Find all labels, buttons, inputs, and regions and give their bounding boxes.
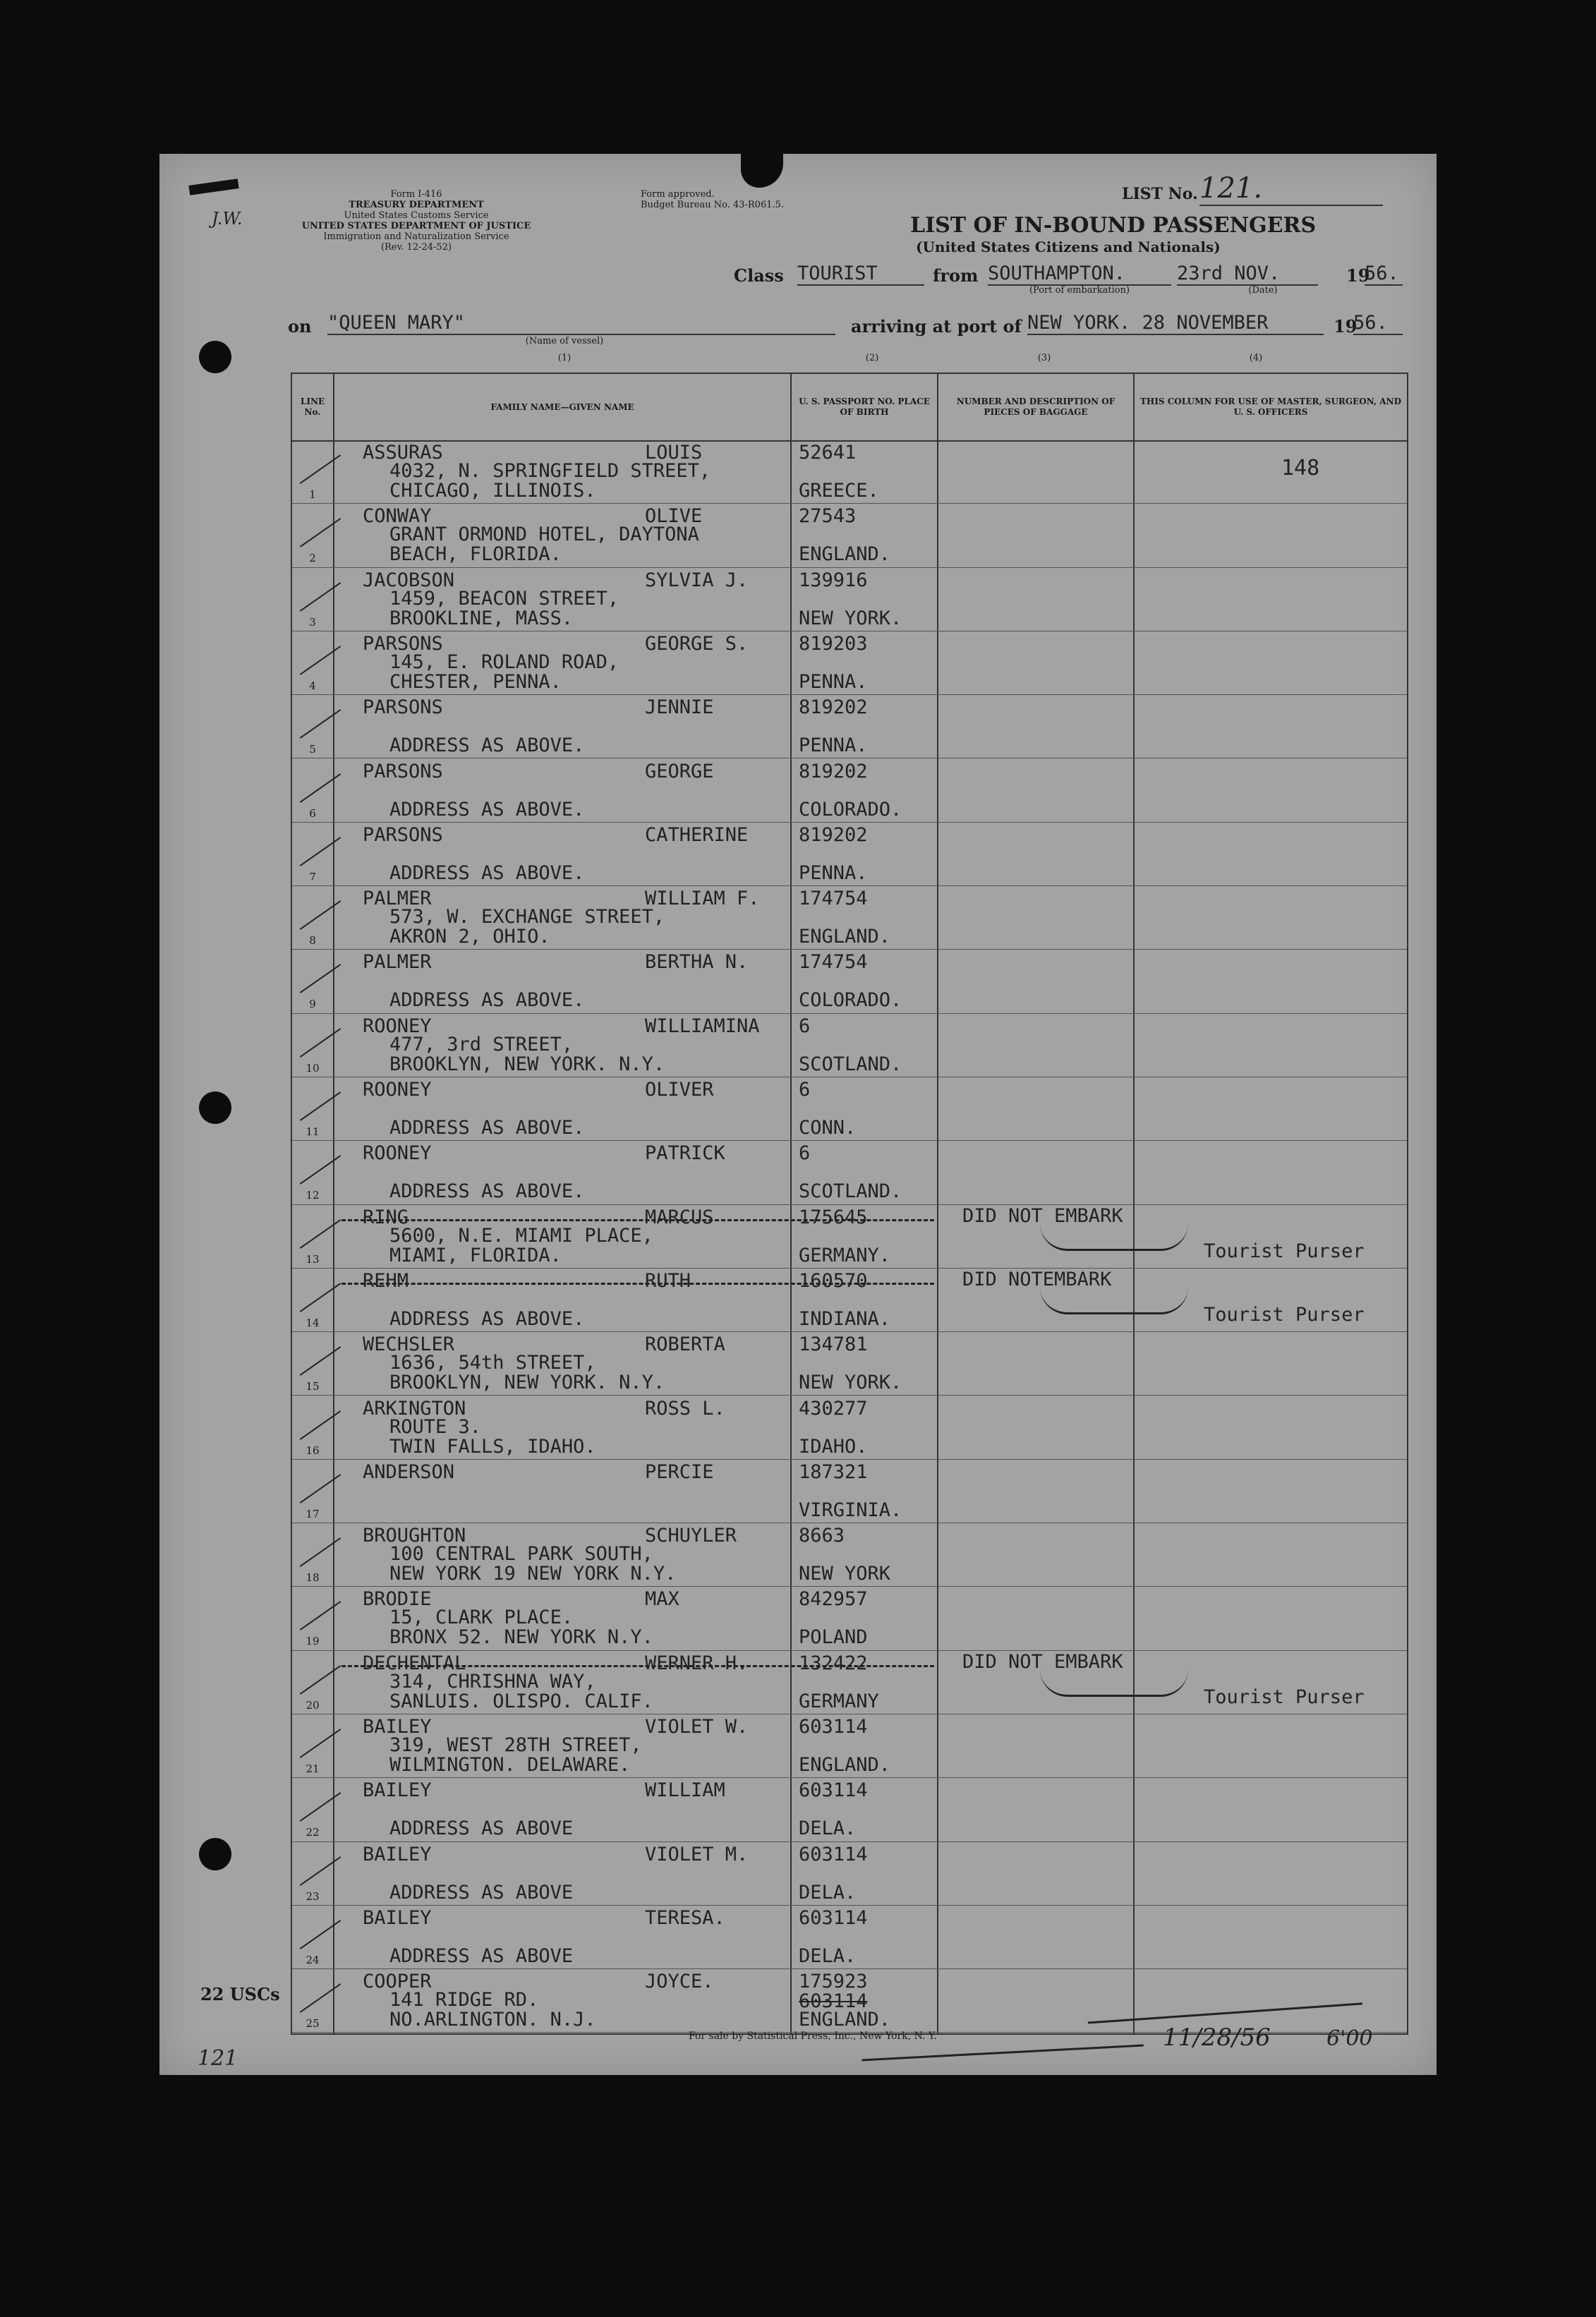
address-line-2: ADDRESS AS ABOVE. [389,734,585,757]
given-name: MAX [645,1588,679,1611]
printer-credit: For sale by Statistical Press, Inc., New York, N. Y. [689,2031,937,2042]
family-name: WECHSLER [363,1333,455,1356]
given-name: GEORGE S. [645,632,749,655]
address-line-2: ADDRESS AS ABOVE [389,1944,574,1967]
vessel-caption: (Name of vessel) [525,336,604,346]
check-mark [300,1983,341,2013]
table-row [292,1077,1407,1141]
officer-remark: Tourist Purser [1204,1303,1365,1326]
family-name: PARSONS [363,823,443,846]
table-row [292,1332,1407,1396]
address-line-2: ADDRESS AS ABOVE. [389,861,585,884]
page-subtitle: (United States Citizens and Nationals) [916,238,1221,255]
passport-number: 819202 [799,760,868,782]
table-row [292,950,1407,1013]
place-of-birth: DELA. [799,1944,857,1967]
table-row [292,1778,1407,1841]
place-of-birth: POLAND [799,1626,868,1649]
line-number: 8 [309,934,316,948]
check-mark [300,454,341,484]
line-number: 9 [309,998,316,1011]
year-value: 56. [1365,262,1403,286]
family-name: PALMER [363,951,432,974]
check-mark [300,964,341,993]
baggage-remark: DID NOT EMBARK [962,1650,1123,1673]
table-row [292,504,1407,567]
line-number: 4 [309,679,316,692]
place-of-birth: PENNA. [799,861,868,884]
line-number: 2 [309,552,316,565]
place-of-birth: INDIANA. [799,1307,891,1330]
address-line-2: NO.ARLINGTON. N.J. [389,2009,596,2031]
punch-hole [199,341,231,373]
place-of-birth: COLORADO. [799,989,902,1012]
place-of-birth: PENNA. [799,734,868,757]
check-mark [300,1792,341,1822]
passport-number: 174754 [799,951,868,974]
header-officers: THIS COLUMN FOR USE OF MASTER, SURGEON, AND U. S. OFFICERS [1135,374,1407,442]
vessel-name: "QUEEN MARY" [327,312,835,335]
address-line-2: WILMINGTON. DELAWARE. [389,1754,631,1776]
line-number: 12 [306,1189,320,1202]
given-name: OLIVE [645,505,703,528]
from-value: SOUTHAMPTON. [988,262,1171,286]
family-name: PALMER [363,888,432,910]
check-mark [300,900,341,930]
header-line-no: LINE No. [292,374,333,442]
passport-number: 27543 [799,505,857,528]
from-label: from [933,265,979,286]
line-number: 11 [306,1125,320,1138]
line-number: 13 [306,1252,320,1266]
address-line-2: ADDRESS AS ABOVE. [389,1307,585,1330]
punch-hole [199,1091,231,1124]
family-name: ROONEY [363,1079,432,1101]
passport-number: 819203 [799,632,868,655]
given-name: JENNIE [645,696,714,719]
officer-remark: Tourist Purser [1204,1240,1365,1262]
family-name: BRODIE [363,1588,432,1611]
margin-count: 22 USCs [200,1984,280,2004]
customs-service: United States Customs Service [344,210,489,221]
given-name: TERESA. [645,1906,725,1929]
given-name: JOYCE. [645,1971,714,1993]
address-line-1: ROUTE 3. [389,1415,482,1438]
passport-number: 175923 [799,1971,868,1993]
passport-number: 52641 [799,442,857,464]
passport-number: 430277 [799,1397,868,1420]
address-line-1: 314, CHRISHNA WAY, [389,1670,596,1693]
given-name: LOUIS [645,442,703,464]
address-line-1: GRANT ORMOND HOTEL, DAYTONA [389,524,699,546]
address-line-1: 100 CENTRAL PARK SOUTH, [389,1543,653,1566]
place-of-birth: ENGLAND. [799,1754,891,1776]
family-name: JACOBSON [363,569,455,591]
line-number: 17 [306,1507,320,1520]
department-treasury: TREASURY DEPARTMENT [349,200,484,210]
strike-through-line [341,1283,934,1285]
family-name: RING [363,1206,409,1228]
place-of-birth: GREECE. [799,480,879,502]
col-ref-2: (2) [865,353,879,363]
passport-number-corrected: 603114 [799,1990,868,2013]
passport-number: 603114 [799,1843,868,1865]
table-row [292,695,1407,758]
line-number: 1 [309,488,316,501]
check-mark [300,1155,341,1185]
passport-number: 187321 [799,1460,868,1483]
check-mark [300,518,341,548]
purser-signature [1040,1287,1188,1314]
address-line-2: BROOKLINE, MASS. [389,607,574,629]
table-row [292,1587,1407,1650]
check-mark [300,1920,341,1949]
form-number: Form I-416 [390,189,442,200]
passport-number: 842957 [799,1588,868,1611]
check-mark [300,1856,341,1886]
address-line-1: 1459, BEACON STREET, [389,587,619,610]
table-row [292,1460,1407,1523]
address-line-2: ADDRESS AS ABOVE. [389,989,585,1012]
given-name: WILLIAMINA [645,1015,760,1037]
margin-number: 121 [198,2046,238,2071]
passport-number: 603114 [799,1779,868,1802]
family-name: BAILEY [363,1906,432,1929]
place-of-birth: IDAHO. [799,1435,868,1458]
family-name: REHM [363,1269,409,1292]
revision: (Rev. 12-24-52) [380,242,452,253]
place-of-birth: PENNA. [799,670,868,693]
family-name: BROUGHTON [363,1525,466,1547]
given-name: VIOLET W. [645,1716,749,1738]
passenger-table [291,373,1408,2035]
arrival-value: NEW YORK. 28 NOVEMBER [1027,312,1324,335]
address-line-1: 573, W. EXCHANGE STREET, [389,906,665,928]
given-name: CATHERINE [645,823,749,846]
address-line-2: BROOKLYN, NEW YORK. N.Y. [389,1053,665,1075]
passport-number: 819202 [799,823,868,846]
col-ref-3: (3) [1037,353,1051,363]
passport-number: 134781 [799,1333,868,1356]
on-label: on [288,316,312,337]
address-line-2: ADDRESS AS ABOVE. [389,798,585,821]
place-of-birth: COLORADO. [799,798,902,821]
place-of-birth: CONN. [799,1117,857,1139]
check-mark [300,1601,341,1631]
passport-number: 174754 [799,888,868,910]
class-value: TOURIST [797,262,924,286]
officer-note: 148 [1281,456,1320,480]
passport-number: 6 [799,1079,811,1101]
family-name: BAILEY [363,1779,432,1802]
passport-number: 6 [799,1015,811,1037]
given-name: RUTH [645,1269,691,1292]
form-block [296,189,536,253]
given-name: PATRICK [645,1142,725,1165]
header-passport: U. S. PASSPORT NO. PLACE OF BIRTH [792,374,937,442]
budget-bureau: Budget Bureau No. 43-R061.5. [641,200,785,210]
line-number: 3 [309,615,316,629]
list-number: 121. [1199,172,1383,206]
address-line-2: AKRON 2, OHIO. [389,926,550,948]
family-name: CONWAY [363,505,432,528]
baggage-remark: DID NOT EMBARK [962,1204,1123,1227]
check-mark [300,582,341,612]
place-of-birth: VIRGINIA. [799,1499,902,1521]
check-mark [300,1537,341,1567]
address-line-2: BRONX 52. NEW YORK N.Y. [389,1626,653,1649]
header-name: FAMILY NAME—GIVEN NAME [334,374,790,442]
passport-number: 160570 [799,1269,868,1292]
passport-number: 175645 [799,1206,868,1228]
given-name: SYLVIA J. [645,569,749,591]
check-mark [300,1729,341,1758]
family-name: BAILEY [363,1716,432,1738]
punch-hole [199,1838,231,1870]
address-line-2: ADDRESS AS ABOVE. [389,1180,585,1203]
family-name: ARKINGTON [363,1397,466,1420]
table-row [292,440,1407,504]
ins-service: Immigration and Naturalization Service [323,231,509,242]
address-line-2: CHESTER, PENNA. [389,670,562,693]
line-number: 24 [306,1953,320,1966]
header-baggage: NUMBER AND DESCRIPTION OF PIECES OF BAGGAGE [938,374,1133,442]
passport-number: 603114 [799,1906,868,1929]
check-mark [300,1346,341,1376]
address-line-2: ADDRESS AS ABOVE [389,1881,574,1904]
address-line-2: CHICAGO, ILLINOIS. [389,480,596,502]
given-name: PERCIE [645,1460,714,1483]
family-name: BAILEY [363,1843,432,1865]
address-line-1: 1636, 54th STREET, [389,1352,596,1374]
table-row [292,1269,1407,1332]
col-ref-4: (4) [1249,353,1263,363]
address-line-2: MIAMI, FLORIDA. [389,1244,562,1266]
department-justice: UNITED STATES DEPARTMENT OF JUSTICE [301,221,531,231]
place-of-birth: GERMANY. [799,1244,891,1266]
check-mark [300,773,341,803]
place-of-birth: NEW YORK. [799,607,902,629]
table-row [292,1014,1407,1077]
table-row [292,631,1407,695]
table-row [292,1141,1407,1204]
line-number: 21 [306,1762,320,1775]
list-label: LIST No. [1122,185,1198,203]
family-name: DECHENTAL [363,1652,466,1674]
address-line-1: 4032, N. SPRINGFIELD STREET, [389,460,711,482]
address-line-2: BROOKLYN, NEW YORK. N.Y. [389,1372,665,1394]
family-name: ROONEY [363,1015,432,1037]
col-ref-1: (1) [557,353,572,363]
given-name: ROSS L. [645,1397,725,1420]
port-caption: (Port of embarkation) [1029,285,1130,296]
address-line-2: NEW YORK 19 NEW YORK N.Y. [389,1563,677,1585]
passport-number: 819202 [799,696,868,719]
purser-signature [1040,1223,1188,1251]
table-row [292,759,1407,823]
inspection-code: 6'00 [1326,2026,1373,2051]
address-line-1: 15, CLARK PLACE. [389,1607,574,1629]
strike-through-line [341,1219,934,1221]
place-of-birth: NEW YORK [799,1563,891,1585]
family-name: PARSONS [363,696,443,719]
check-mark [300,837,341,866]
given-name: SCHUYLER [645,1525,737,1547]
strike-through-line [341,1665,934,1667]
check-mark [300,1091,341,1121]
line-number: 18 [306,1571,320,1585]
place-of-birth: ENGLAND. [799,543,891,566]
check-mark [300,1028,341,1058]
passport-number: 603114 [799,1716,868,1738]
family-name: ANDERSON [363,1460,455,1483]
line-number: 6 [309,806,316,820]
table-row [292,823,1407,886]
line-number: 5 [309,743,316,756]
table-row [292,1396,1407,1460]
arriving-label: arriving at port of [851,316,1022,337]
line-number: 15 [306,1380,320,1393]
table-row [292,886,1407,950]
check-mark [300,709,341,739]
class-label: Class [734,265,784,286]
address-line-1: 145, E. ROLAND ROAD, [389,651,619,673]
check-mark [300,1410,341,1440]
baggage-remark: DID NOTEMBARK [962,1268,1112,1290]
place-of-birth: DELA. [799,1881,857,1904]
given-name: VIOLET M. [645,1843,749,1865]
family-name: COOPER [363,1971,432,1993]
place-of-birth: NEW YORK. [799,1372,902,1394]
address-line-2: SANLUIS. OLISPO. CALIF. [389,1690,653,1712]
passport-number: 139916 [799,569,868,591]
table-row [292,1842,1407,1906]
line-number: 7 [309,870,316,883]
form-approved: Form approved. [641,189,715,200]
family-name: PARSONS [363,632,443,655]
address-line-2: ADDRESS AS ABOVE. [389,1117,585,1139]
given-name: OLIVER [645,1079,714,1101]
address-line-2: BEACH, FLORIDA. [389,543,562,566]
place-of-birth: GERMANY [799,1690,879,1712]
line-number: 14 [306,1316,320,1329]
year-prefix: 19 [1346,265,1370,286]
given-name: ROBERTA [645,1333,725,1356]
given-name: WERNER H. [645,1652,749,1674]
address-line-1: 5600, N.E. MIAMI PLACE, [389,1224,653,1247]
line-number: 22 [306,1826,320,1839]
arrival-year-value: 56. [1353,312,1403,335]
table-row [292,1714,1407,1778]
table-row [292,1651,1407,1714]
passport-number: 8663 [799,1525,845,1547]
place-of-birth: DELA. [799,1817,857,1840]
address-line-1: 477, 3rd STREET, [389,1033,574,1055]
date-value: 23rd NOV. [1177,262,1318,286]
margin-initials: J.W. [212,209,243,229]
check-mark [300,1665,341,1695]
check-mark [300,646,341,675]
line-number: 20 [306,1698,320,1712]
line-number: 23 [306,1889,320,1903]
inspection-date: 11/28/56 [1163,2023,1271,2052]
approval-block [641,189,784,210]
table-row [292,568,1407,631]
given-name: GEORGE [645,760,714,782]
family-name: ASSURAS [363,442,443,464]
page-title: LIST OF IN-BOUND PASSENGERS [910,213,1317,238]
check-mark [300,1219,341,1249]
table-row [292,1523,1407,1587]
given-name: MARCUS [645,1206,714,1228]
arrival-year-prefix: 19 [1334,316,1358,337]
address-line-2: ADDRESS AS ABOVE [389,1817,574,1840]
line-number: 16 [306,1444,320,1457]
given-name: BERTHA N. [645,951,749,974]
given-name: WILLIAM [645,1779,725,1802]
line-number: 10 [306,1061,320,1075]
check-mark [300,1474,341,1504]
date-caption: (Date) [1248,285,1278,296]
address-line-1: 319, WEST 28TH STREET, [389,1734,642,1756]
line-number: 19 [306,1635,320,1648]
purser-signature [1040,1669,1188,1697]
place-of-birth: SCOTLAND. [799,1053,902,1075]
table-row [292,1205,1407,1269]
place-of-birth: SCOTLAND. [799,1180,902,1203]
given-name: WILLIAM F. [645,888,760,910]
address-line-2: TWIN FALLS, IDAHO. [389,1435,596,1458]
family-name: PARSONS [363,760,443,782]
address-line-1: 141 RIDGE RD. [389,1989,539,2012]
passport-number: 6 [799,1142,811,1165]
passport-number: 132422 [799,1652,868,1674]
table-row [292,1906,1407,1969]
officer-remark: Tourist Purser [1204,1686,1365,1708]
place-of-birth: ENGLAND. [799,926,891,948]
family-name: ROONEY [363,1142,432,1165]
line-number: 25 [306,2017,320,2031]
check-mark [300,1283,341,1312]
place-of-birth: ENGLAND. [799,2009,891,2031]
